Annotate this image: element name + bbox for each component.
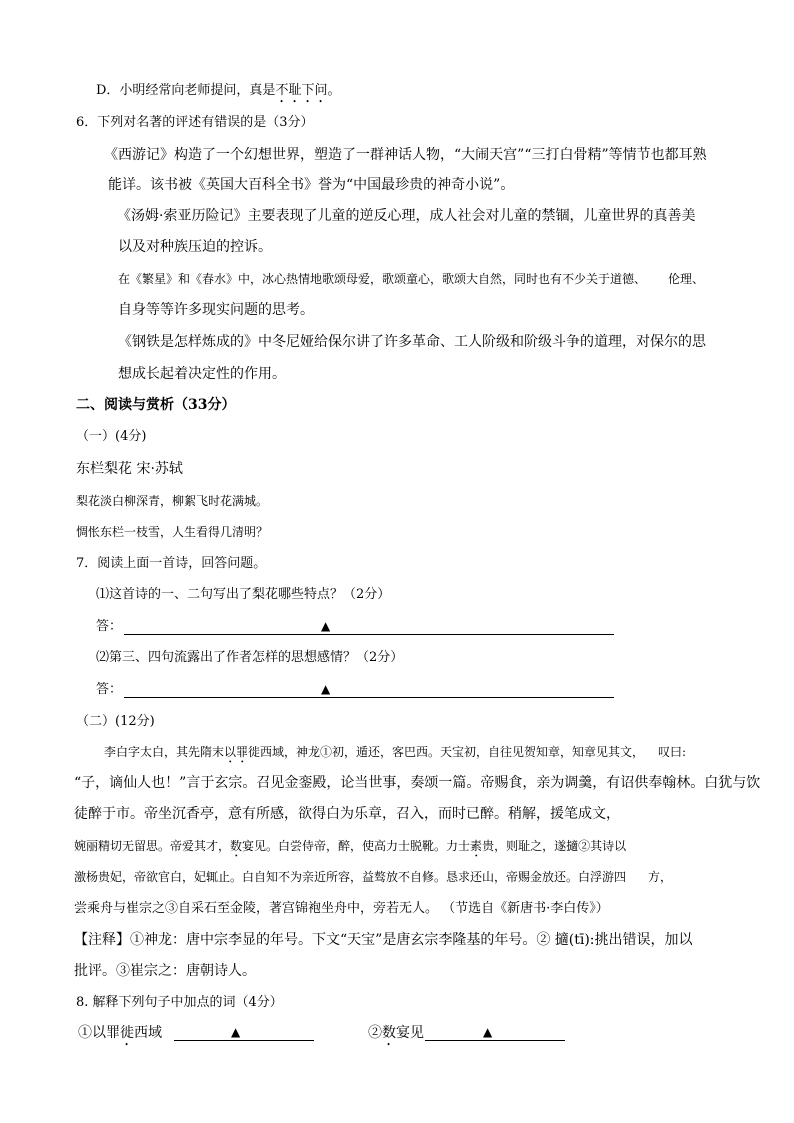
passage-emphasis: 数 (230, 839, 243, 853)
passage-line-1 (104, 745, 686, 766)
q8-answer-line-1[interactable] (174, 1040, 314, 1041)
passage-text: 李白字太白，其先隋末 (104, 745, 225, 759)
q6-option-b-line2: 以及对种族压迫的控诉。 (118, 239, 272, 255)
passage-line-4 (74, 839, 626, 860)
part2-heading: （二）(12分) (76, 714, 155, 729)
passage-text: 婉丽精切无留思。帝爱其才， (74, 839, 231, 853)
q8-answer-line-2[interactable] (425, 1040, 565, 1041)
q8-item-text: ①以罪 (78, 1025, 120, 1041)
passage-text: 宴见。白尝侍帝，醉，使高力士脱靴。力士 (242, 839, 471, 853)
q6-option-b-line1: 《汤姆·索亚历险记》主要表现了儿童的逆反心理，成人社会对儿童的禁锢，儿童世界的真善美 (117, 208, 696, 224)
poem-line-2: 惆怅东栏一枝雪，人生看得几清明？ (76, 525, 269, 539)
q6-stem: 6．下列对名著的评述有错误的是（3分） (76, 115, 314, 130)
poem-title: 东栏梨花 宋·苏轼 (76, 461, 183, 477)
option-d-emphasis: 不耻下问 (275, 83, 328, 98)
passage-line-5 (74, 870, 672, 884)
passage-emphasis: 素 (470, 839, 483, 853)
q6-option-d-line1: 《钢铁是怎样炼成的》中冬尼娅给保尔讲了许多革命、工人阶级和阶级斗争的道理，对保尔的思 (118, 334, 706, 350)
passage-text: 贵，则耻之，遂擿②其诗以 (482, 839, 627, 853)
annotation-line-2: 批评。③崔宗之：唐朝诗人。 (74, 963, 256, 979)
q7-sub1: ⑴这首诗的一、二句写出了梨花哪些特点？（2分） (96, 587, 391, 602)
answer-line-2[interactable] (124, 697, 614, 698)
q8-item-text: 西域 (134, 1025, 162, 1041)
answer-label-2: 答： (96, 682, 123, 697)
passage-line-3: 徒醉于市。帝坐沉香亭，意有所感，欲得白为乐章，召入，而时已醉。稍解，援笔成文， (74, 806, 620, 822)
part1-heading: （一）(4分) (76, 429, 147, 444)
q6-option-a-line2: 能详。该书被《英国大百科全书》誉为“中国最珍贵的神奇小说”。 (108, 177, 515, 193)
passage-text: 徙西域，神龙①初，遁还，客巴西。天宝初，自往见贺知章，知章见其文， (248, 745, 645, 759)
q6-option-a-line1: 《西游记》构造了一个幻想世界，塑造了一群神话人物，“大闹天宫”“三打白骨精”等情节也都耳熟 (104, 147, 707, 163)
annotation-line-1: 【注释】①神龙：唐中宗李显的年号。下文“天宝”是唐玄宗李隆基的年号。② 擿(tī):挑出错误，加以 (74, 932, 693, 948)
passage-line-6: 尝乘舟与崔宗之③自采石至金陵，著宫锦袍坐舟中，旁若无人。 （节选自《新唐书·李白传》） (74, 901, 609, 916)
q8-item-1 (78, 1025, 162, 1049)
q7-sub2: ⑵第三、四句流露出了作者怎样的思想感情？（2分） (96, 650, 404, 665)
option-d (96, 83, 340, 106)
blank-marker-triangle: ▲ (231, 1025, 241, 1039)
q6-option-c-line1 (118, 272, 704, 286)
q8-item-emphasis: 徙 (120, 1025, 134, 1041)
q8-item-emphasis: 数 (382, 1025, 396, 1041)
q8-item-text: ② (368, 1025, 382, 1041)
passage-text: 方， (648, 870, 673, 884)
q8-item-2 (368, 1025, 424, 1049)
blank-marker-triangle: ▲ (321, 682, 331, 696)
q6-option-c-line2: 自身等等许多现实问题的思考。 (118, 302, 314, 318)
blank-marker-triangle: ▲ (321, 619, 331, 633)
q8-stem: 8. 解释下列句子中加点的词（4分） (76, 995, 283, 1010)
passage-text: 叹曰: (658, 745, 687, 759)
q6-option-c-text: 在《繁星》和《春水》中，冰心热情地歌颂母爱，歌颂童心，歌颂大自然，同时也有不少关于道德、 (118, 272, 647, 286)
option-d-suffix: 。 (327, 83, 341, 98)
option-d-text: D．小明经常向老师提问，真是 (96, 83, 276, 98)
passage-text: 激杨贵妃，帝欲官白，妃辄止。白自知不为亲近所容，益骜放不自修。恳求还山，帝赐金放还。白浮游四 (74, 870, 627, 884)
passage-line-2: “子，谪仙人也！”言于玄宗。召见金銮殿，论当世事，奏颂一篇。帝赐食，亲为调羹，有诏供奉翰林。白犹与饮 (74, 775, 761, 791)
q6-option-c-tail: 伦理、 (668, 272, 705, 286)
blank-marker-triangle: ▲ (483, 1025, 493, 1039)
q8-item-text: 宴见 (396, 1025, 424, 1041)
q6-option-d-line2: 想成长起着决定性的作用。 (118, 366, 286, 382)
q7-stem: 7．阅读上面一首诗，回答问题。 (76, 556, 267, 571)
answer-label-1: 答： (96, 619, 123, 634)
passage-emphasis: 以罪 (224, 745, 249, 759)
poem-line-1: 梨花淡白柳深青，柳絮飞时花满城。 (76, 494, 269, 508)
answer-line-1[interactable] (124, 634, 614, 635)
section-heading: 二、阅读与赏析（33分） (76, 397, 236, 413)
